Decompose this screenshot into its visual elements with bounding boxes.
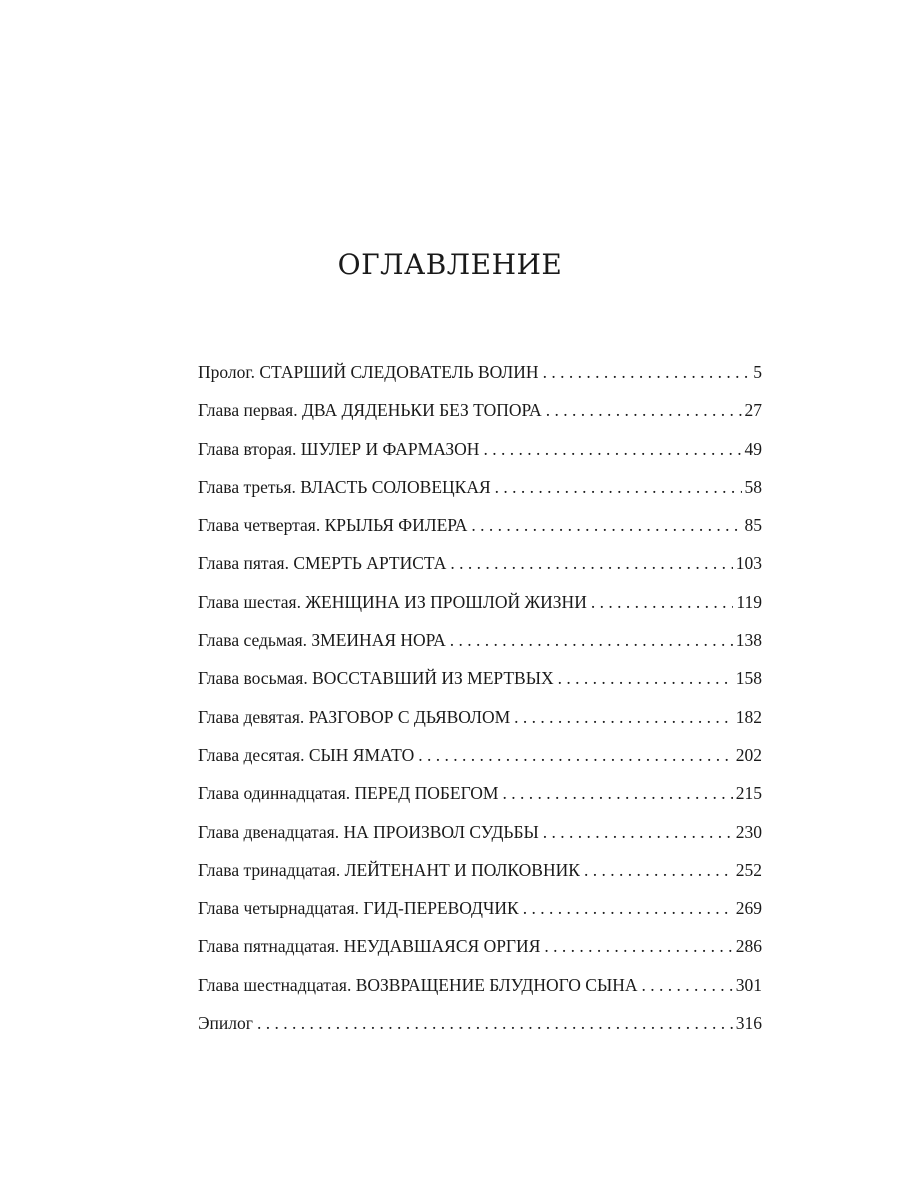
toc-entry-page: 49: [744, 438, 762, 459]
toc-entry-label: Глава одиннадцатая. ПЕРЕД ПОБЕГОМ: [198, 783, 499, 804]
toc-entry-page: 286: [735, 936, 762, 957]
toc-entry-chapter-14[interactable]: [198, 898, 762, 936]
toc-entry-chapter-13[interactable]: [198, 860, 762, 898]
toc-entry-label: Глава шестая. ЖЕНЩИНА ИЗ ПРОШЛОЙ ЖИЗНИ: [198, 591, 587, 612]
toc-entry-label: Пролог. СТАРШИЙ СЛЕДОВАТЕЛЬ ВОЛИН: [198, 362, 539, 382]
toc-leader-dots: [544, 936, 732, 957]
toc-leader-dots: [483, 439, 741, 460]
toc-leader-dots: [591, 592, 734, 613]
toc-entry-label: Глава пятнадцатая. НЕУДАВШАЯСЯ ОРГИЯ: [198, 936, 541, 957]
toc-entry-chapter-7[interactable]: [198, 630, 762, 668]
table-of-contents: [198, 362, 762, 1051]
toc-leader-dots: [514, 707, 733, 728]
toc-entry-page: 85: [744, 515, 762, 536]
toc-entry-label: Глава двенадцатая. НА ПРОИЗВОЛ СУДЬБЫ: [198, 821, 539, 842]
toc-leader-dots: [584, 860, 733, 881]
toc-leader-dots: [642, 975, 733, 996]
toc-entry-page: 138: [735, 630, 762, 651]
toc-leader-dots: [546, 400, 742, 421]
toc-entry-page: 301: [735, 974, 762, 995]
toc-leader-dots: [450, 553, 732, 574]
toc-entry-chapter-6[interactable]: [198, 592, 762, 630]
toc-entry-page: 202: [735, 744, 762, 765]
toc-entry-label: Эпилог: [198, 1013, 253, 1034]
toc-entry-page: 119: [736, 591, 762, 612]
toc-entry-chapter-2[interactable]: [198, 439, 762, 477]
toc-entry-page: 182: [735, 706, 762, 727]
toc-entry-label: Глава пятая. СМЕРТЬ АРТИСТА: [198, 553, 447, 574]
toc-entry-chapter-10[interactable]: [198, 745, 762, 783]
toc-entry-page: 215: [735, 783, 762, 804]
toc-entry-chapter-4[interactable]: [198, 515, 762, 553]
toc-entry-label: Глава десятая. СЫН ЯМАТО: [198, 744, 415, 765]
page-title: ОГЛАВЛЕНИЕ: [337, 248, 563, 281]
toc-entry-chapter-3[interactable]: [198, 477, 762, 515]
toc-entry-page: 316: [735, 1013, 762, 1034]
toc-entry-epilogue[interactable]: [198, 1013, 762, 1051]
toc-leader-dots: [450, 630, 733, 651]
toc-entry-page: 58: [744, 476, 762, 497]
toc-entry-chapter-8[interactable]: [198, 668, 762, 706]
toc-leader-dots: [523, 898, 733, 919]
toc-entry-chapter-5[interactable]: [198, 553, 762, 591]
toc-entry-chapter-11[interactable]: [198, 783, 762, 821]
toc-entry-prologue[interactable]: [198, 362, 762, 400]
toc-entry-page: 230: [735, 821, 762, 842]
toc-entry-chapter-15[interactable]: [198, 936, 762, 974]
toc-entry-page: 158: [735, 668, 762, 689]
toc-entry-chapter-12[interactable]: [198, 822, 762, 860]
toc-leader-dots: [543, 362, 751, 383]
toc-leader-dots: [257, 1013, 733, 1034]
toc-entry-label: Глава четвертая. КРЫЛЬЯ ФИЛЕРА: [198, 515, 468, 536]
toc-leader-dots: [471, 515, 741, 536]
toc-entry-chapter-16[interactable]: [198, 975, 762, 1013]
toc-entry-chapter-9[interactable]: [198, 707, 762, 745]
toc-leader-dots: [495, 477, 742, 498]
toc-entry-page: 269: [735, 898, 762, 919]
toc-entry-label: Глава первая. ДВА ДЯДЕНЬКИ БЕЗ ТОПОРА: [198, 400, 542, 421]
toc-leader-dots: [502, 783, 732, 804]
toc-entry-label: Глава девятая. РАЗГОВОР С ДЬЯВОЛОМ: [198, 706, 511, 727]
toc-entry-label: Глава восьмая. ВОССТАВШИЙ ИЗ МЕРТВЫХ: [198, 668, 554, 689]
toc-leader-dots: [543, 822, 733, 843]
toc-entry-page: 252: [735, 859, 762, 880]
toc-entry-label: Глава третья. ВЛАСТЬ СОЛОВЕЦКАЯ: [198, 476, 491, 497]
toc-entry-chapter-1[interactable]: [198, 400, 762, 438]
toc-entry-label: Глава седьмая. ЗМЕИНАЯ НОРА: [198, 630, 446, 651]
toc-leader-dots: [558, 668, 733, 689]
toc-entry-label: Глава четырнадцатая. ГИД-ПЕРЕВОДЧИК: [198, 898, 519, 919]
toc-entry-label: Глава вторая. ШУЛЕР И ФАРМАЗОН: [198, 438, 480, 459]
toc-entry-page: 5: [753, 362, 762, 382]
toc-entry-label: Глава шестнадцатая. ВОЗВРАЩЕНИЕ БЛУДНОГО СЫНА: [198, 974, 638, 995]
toc-entry-page: 27: [744, 400, 762, 421]
toc-entry-label: Глава тринадцатая. ЛЕЙТЕНАНТ И ПОЛКОВНИК: [198, 859, 580, 880]
toc-entry-page: 103: [735, 553, 762, 574]
toc-leader-dots: [418, 745, 733, 766]
